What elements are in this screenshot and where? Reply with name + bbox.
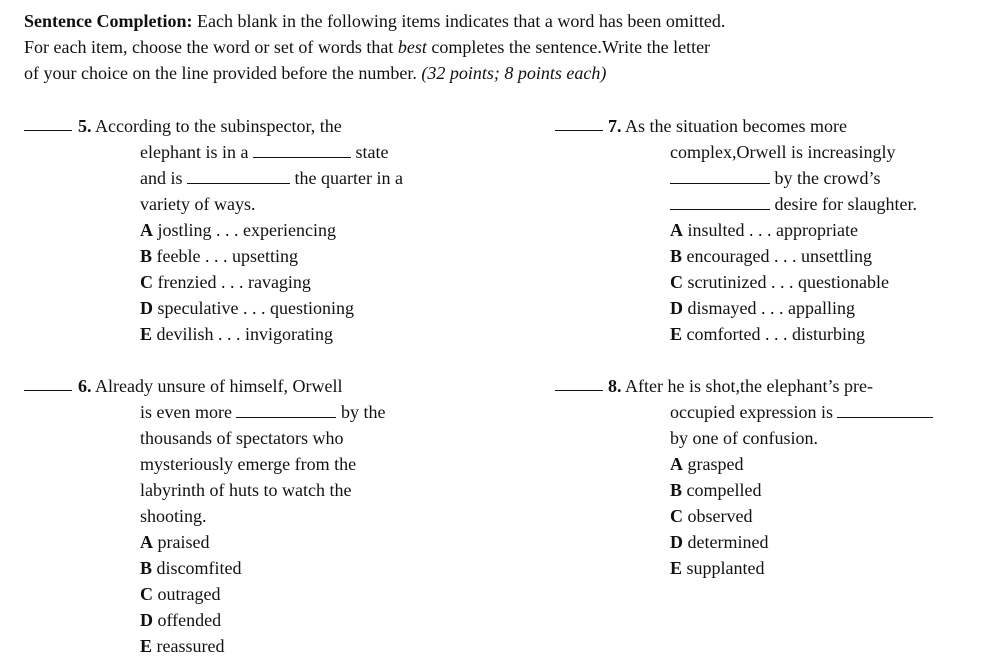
question-8: 8. After he is shot,the elephant’s pre- bbox=[608, 376, 873, 396]
instructions-line-2: For each item, choose the word or set of words that best completes the sentence.Write the letter bbox=[24, 37, 711, 57]
option-d: D dismayed . . . appalling bbox=[670, 298, 855, 318]
option-c: C observed bbox=[670, 506, 753, 526]
question-number: 5. bbox=[78, 116, 92, 136]
option-e: E supplanted bbox=[670, 558, 765, 578]
blank[interactable] bbox=[837, 401, 933, 418]
answer-line-5[interactable] bbox=[24, 130, 72, 131]
option-a: A insulted . . . appropriate bbox=[670, 220, 858, 240]
option-d: D determined bbox=[670, 532, 769, 552]
question-5: 5. According to the subinspector, the bbox=[78, 116, 342, 136]
blank[interactable] bbox=[670, 167, 770, 184]
points-note: (32 points; 8 points each) bbox=[421, 63, 607, 83]
option-d: D offended bbox=[140, 610, 222, 630]
question-6: 6. Already unsure of himself, Orwell bbox=[78, 376, 343, 396]
instructions-line-3: of your choice on the line provided before the number. (32 points; 8 points each) bbox=[24, 63, 607, 83]
option-d: D speculative . . . questioning bbox=[140, 298, 354, 318]
question-number: 7. bbox=[608, 116, 622, 136]
answer-line-6[interactable] bbox=[24, 390, 72, 391]
instructions bbox=[24, 8, 964, 86]
option-b: B discomfited bbox=[140, 558, 242, 578]
option-e: E comforted . . . disturbing bbox=[670, 324, 865, 344]
blank[interactable] bbox=[670, 193, 770, 210]
blank[interactable] bbox=[236, 401, 336, 418]
answer-line-7[interactable] bbox=[555, 130, 603, 131]
option-b: B compelled bbox=[670, 480, 762, 500]
option-e: E reassured bbox=[140, 636, 225, 656]
blank[interactable] bbox=[253, 141, 351, 158]
instructions-line-1: Sentence Completion: Each blank in the following items indicates that a word has been omitted. bbox=[24, 11, 726, 31]
instructions-heading: Sentence Completion: bbox=[24, 11, 193, 31]
option-a: A praised bbox=[140, 532, 210, 552]
question-number: 8. bbox=[608, 376, 622, 396]
question-7-body: complex,Orwell is increasingly by the crowd’s desire for slaughter. A insulted . . . appropriate B encouraged . . . unsettling C scrutinized . . . questionable D dismayed . . . appalling E comforted . . . disturbing bbox=[670, 139, 917, 347]
question-7: 7. As the situation becomes more bbox=[608, 116, 847, 136]
blank[interactable] bbox=[187, 167, 290, 184]
option-b: B feeble . . . upsetting bbox=[140, 246, 298, 266]
question-5-body: elephant is in a state and is the quarter in a variety of ways. A jostling . . . experiencing B feeble . . . upsetting C frenzied . . . ravaging D speculative . . . questioning E devilish . . . invigorating bbox=[140, 139, 403, 347]
question-6-body: is even more by the thousands of spectators who mysteriously emerge from the labyrinth of huts to watch the shooting. A praised B discomfited C outraged D offended E reassured bbox=[140, 399, 385, 659]
question-number: 6. bbox=[78, 376, 92, 396]
answer-line-8[interactable] bbox=[555, 390, 603, 391]
option-e: E devilish . . . invigorating bbox=[140, 324, 333, 344]
option-c: C outraged bbox=[140, 584, 221, 604]
option-a: A jostling . . . experiencing bbox=[140, 220, 336, 240]
option-b: B encouraged . . . unsettling bbox=[670, 246, 872, 266]
option-c: C frenzied . . . ravaging bbox=[140, 272, 311, 292]
option-a: A grasped bbox=[670, 454, 744, 474]
question-8-body: occupied expression is by one of confusion. A grasped B compelled C observed D determined E supplanted bbox=[670, 399, 933, 581]
option-c: C scrutinized . . . questionable bbox=[670, 272, 889, 292]
